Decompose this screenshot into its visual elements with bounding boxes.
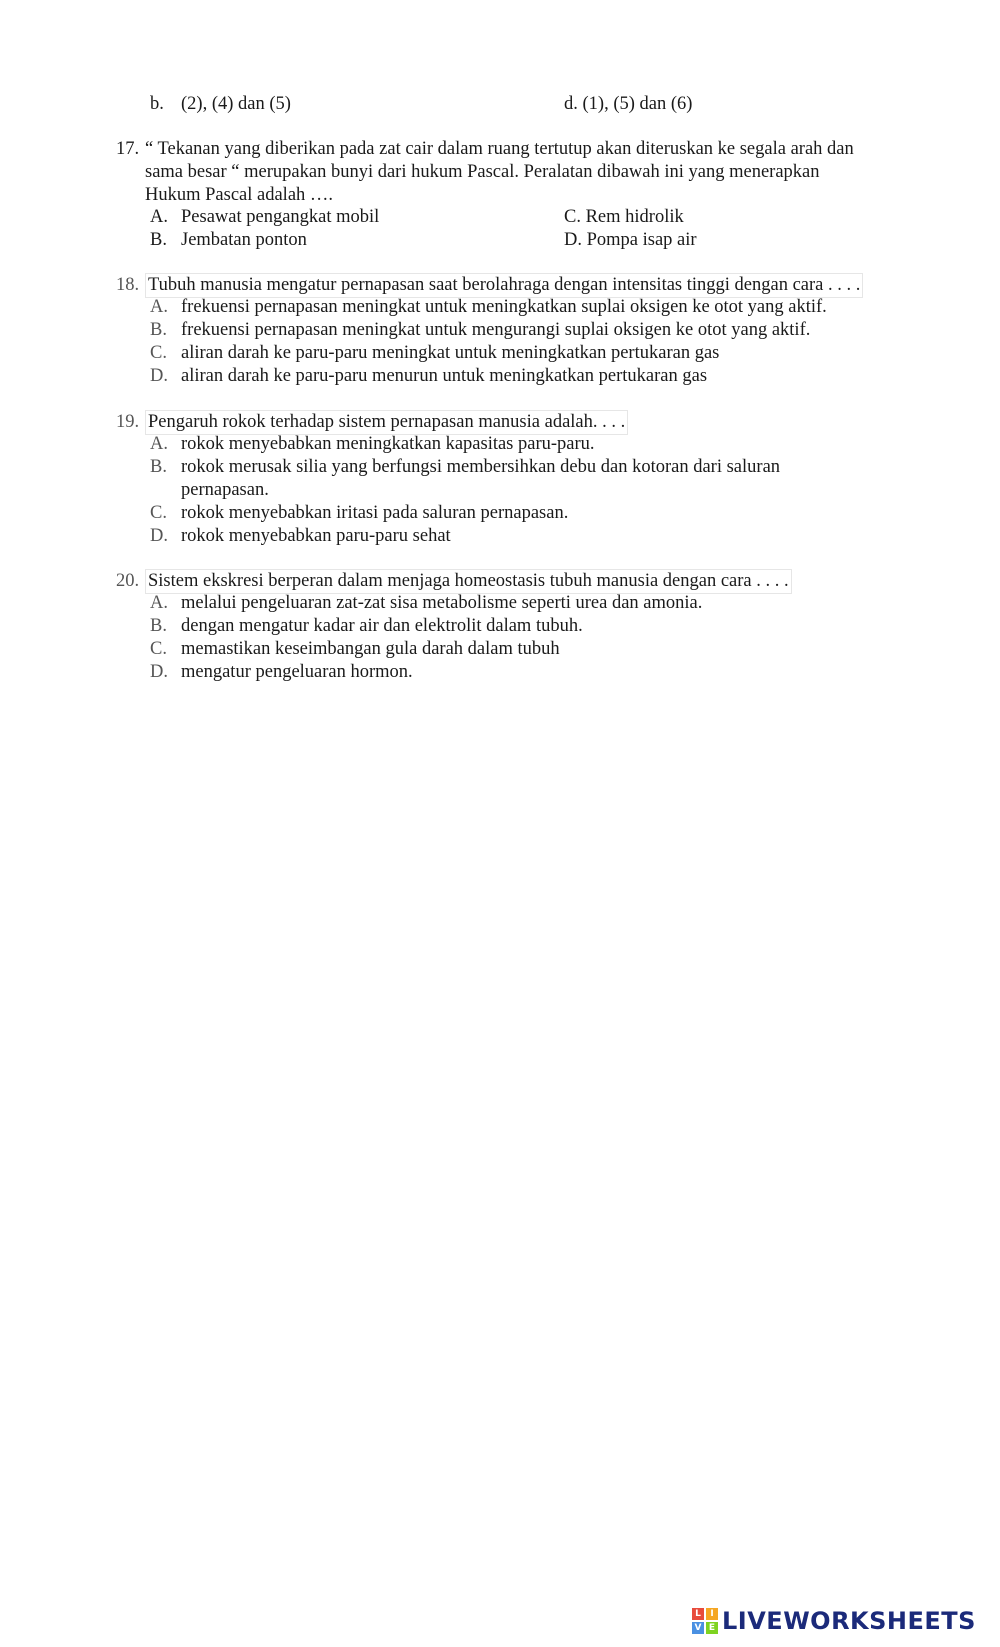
- option-text: memastikan keseimbangan gula darah dalam tubuh: [181, 639, 560, 659]
- option-text: (2), (4) dan (5): [181, 94, 291, 114]
- option-text: frekuensi pernapasan meningkat untuk mengurangi suplai oksigen ke otot yang aktif.: [181, 320, 811, 340]
- question-number: 19.: [116, 412, 140, 432]
- option-text: melalui pengeluaran zat-zat sisa metabolisme seperti urea dan amonia.: [181, 593, 703, 613]
- option-text-continued: pernapasan.: [181, 480, 269, 500]
- option-letter: C.: [150, 343, 167, 363]
- question-text-line: Hukum Pascal adalah ….: [145, 185, 334, 205]
- question-number: 18.: [116, 275, 140, 295]
- option-text: D. Pompa isap air: [564, 230, 697, 250]
- option-letter: A.: [150, 297, 168, 317]
- option-text: rokok menyebabkan iritasi pada saluran pernapasan.: [181, 503, 569, 523]
- question-text: Tubuh manusia mengatur pernapasan saat berolahraga dengan intensitas tinggi dengan cara . . . .: [145, 273, 863, 298]
- option-letter: A.: [150, 207, 168, 227]
- option-letter: D.: [150, 526, 168, 546]
- option-letter: D.: [150, 662, 168, 682]
- option-text: rokok menyebabkan meningkatkan kapasitas paru-paru.: [181, 434, 595, 454]
- option-text: C. Rem hidrolik: [564, 207, 684, 227]
- logo-mark-icon: [692, 1608, 718, 1634]
- option-letter: B.: [150, 457, 167, 477]
- question-text-line: sama besar “ merupakan bunyi dari hukum Pascal. Peralatan dibawah ini yang menerapkan: [145, 162, 820, 182]
- question-text-line: “ Tekanan yang diberikan pada zat cair dalam ruang tertutup akan diteruskan ke segala arah dan: [145, 139, 854, 159]
- option-letter: B.: [150, 616, 167, 636]
- logo-mark-letter: E: [706, 1622, 718, 1634]
- option-letter: C.: [150, 639, 167, 659]
- question-number: 20.: [116, 571, 140, 591]
- option-text: rokok merusak silia yang berfungsi membersihkan debu dan kotoran dari saluran: [181, 457, 781, 477]
- option-text: frekuensi pernapasan meningkat untuk meningkatkan suplai oksigen ke otot yang aktif.: [181, 297, 827, 317]
- option-letter: B.: [150, 230, 167, 250]
- option-text: rokok menyebabkan paru-paru sehat: [181, 526, 451, 546]
- logo-mark-letter: L: [692, 1608, 704, 1620]
- option-letter: B.: [150, 320, 167, 340]
- logo-mark-letter: I: [706, 1608, 718, 1620]
- option-text: mengatur pengeluaran hormon.: [181, 662, 413, 682]
- option-text: aliran darah ke paru-paru menurun untuk meningkatkan pertukaran gas: [181, 366, 708, 386]
- question-text: Pengaruh rokok terhadap sistem pernapasan manusia adalah. . . .: [145, 410, 628, 435]
- liveworksheets-logo[interactable]: [692, 1606, 976, 1636]
- option-text: Jembatan ponton: [181, 230, 307, 250]
- option-text: d. (1), (5) dan (6): [564, 94, 693, 114]
- logo-wordmark: LIVEWORKSHEETS: [722, 1607, 976, 1635]
- option-letter: A.: [150, 434, 168, 454]
- option-letter: C.: [150, 503, 167, 523]
- option-text: dengan mengatur kadar air dan elektrolit dalam tubuh.: [181, 616, 583, 636]
- question-text: Sistem ekskresi berperan dalam menjaga homeostasis tubuh manusia dengan cara . . . .: [145, 569, 792, 594]
- logo-mark-letter: V: [692, 1622, 704, 1634]
- option-text: Pesawat pengangkat mobil: [181, 207, 380, 227]
- option-letter: b.: [150, 94, 164, 114]
- option-letter: A.: [150, 593, 168, 613]
- option-text: aliran darah ke paru-paru meningkat untuk meningkatkan pertukaran gas: [181, 343, 720, 363]
- question-number: 17.: [116, 139, 140, 159]
- option-letter: D.: [150, 366, 168, 386]
